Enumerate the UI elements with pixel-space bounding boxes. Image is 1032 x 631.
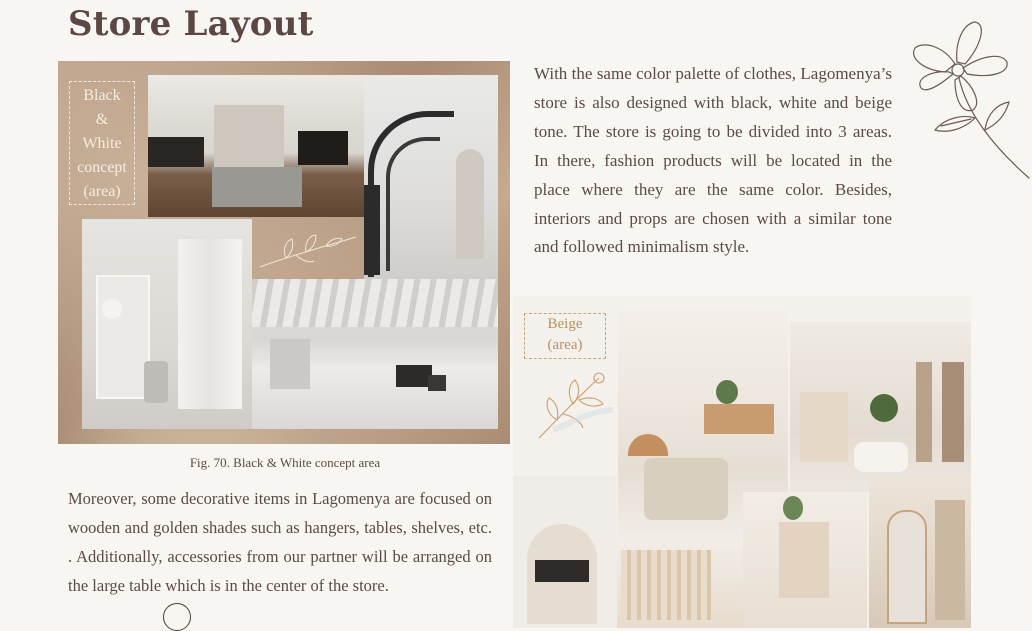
photo-mirror-wall [869,476,971,628]
label-line: (area) [83,183,121,200]
photo-white-dressing-room [82,219,252,429]
page-title: Store Layout [68,4,314,44]
photo-arched-corridor [364,75,498,279]
label-line: Black [83,87,121,104]
photo-store-interior-wood-floor [148,75,364,217]
beige-area-label [524,313,606,359]
photo-arch-doorway [513,476,617,628]
beige-collage [513,296,971,628]
circle-decoration [163,603,191,631]
label-line: concept [77,159,127,176]
figure-caption: Fig. 70. Black & White concept area [189,455,381,470]
photo-clothing-rack [617,538,743,628]
intro-paragraph: With the same color palette of clothes, Lagomenya’s store is also designed with black, white and beige tone. The store is going to be divided into 3 areas. In there, fashion products will be located in the place where they are the same color. Besides, interiors and props are chosen with a similar tone and followed minimalism style. [534,64,892,257]
branch-sketch-icon [256,227,362,273]
decor-paragraph: Moreover, some decorative items in Lagomenya are focused on wooden and golden shades such as hangers, tables, shelves, etc. . Additionally, accessories from our partner will be arranged on the large table which is in the center of the store. [68,489,492,595]
photo-display-shelf [743,492,867,628]
label-line: White [82,135,122,152]
label-line: Beige [547,316,583,332]
black-white-collage [58,61,510,444]
black-white-area-label [69,81,135,205]
golden-branch-icon [533,370,619,442]
photo-beige-boutique [790,322,971,492]
label-line: & [95,111,109,128]
photo-open-hall [252,279,498,429]
label-line: (area) [547,337,583,353]
flower-line-drawing-icon [905,18,1032,188]
